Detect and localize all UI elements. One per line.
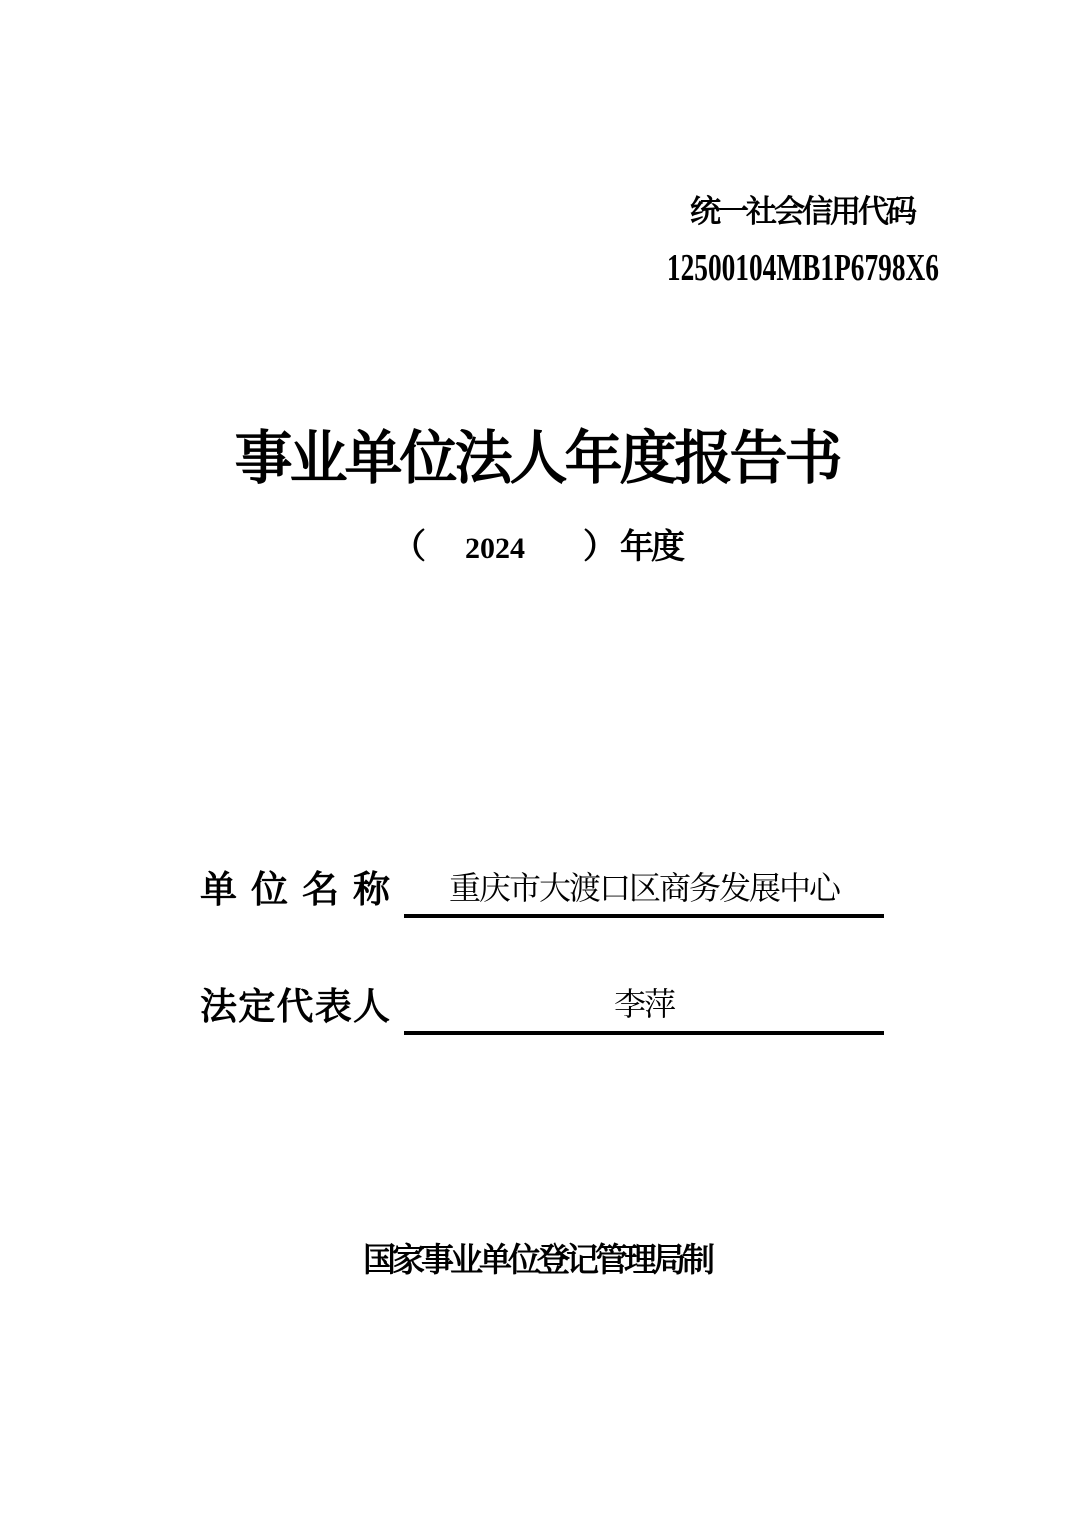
label-char: 人	[353, 986, 390, 1027]
year-open-paren: （	[392, 529, 423, 566]
credit-code-value	[614, 249, 990, 287]
label-char: 称	[353, 869, 390, 910]
credit-code-label: 统一社会信用代码	[690, 194, 914, 229]
year-line	[0, 526, 1074, 571]
label-char: 代	[276, 986, 314, 1027]
credit-code-block	[614, 193, 990, 287]
year-value: 2024	[465, 532, 525, 565]
year-close-paren: ）	[583, 529, 614, 566]
label-char: 单	[200, 869, 237, 910]
unit-name-value: 重庆市大渡口区商务发展中心	[448, 870, 839, 906]
legal-representative-label	[200, 988, 390, 1025]
unit-name-underline	[404, 914, 884, 918]
label-char: 表	[314, 986, 352, 1027]
credit-code-value-text: 12500104MB1P6798X6	[666, 247, 939, 289]
page-title: 事业单位法人年度报告书	[234, 426, 840, 491]
year-suffix: 年度	[620, 529, 682, 566]
unit-name-label	[200, 871, 390, 908]
label-char: 位	[251, 869, 288, 910]
issuer-line: 国家事业单位登记管理局制	[363, 1243, 711, 1279]
label-char: 法	[200, 986, 237, 1027]
legal-representative-value: 李萍	[613, 986, 674, 1022]
legal-representative-underline	[404, 1031, 884, 1035]
label-char: 定	[238, 986, 276, 1027]
label-char: 名	[302, 869, 339, 910]
